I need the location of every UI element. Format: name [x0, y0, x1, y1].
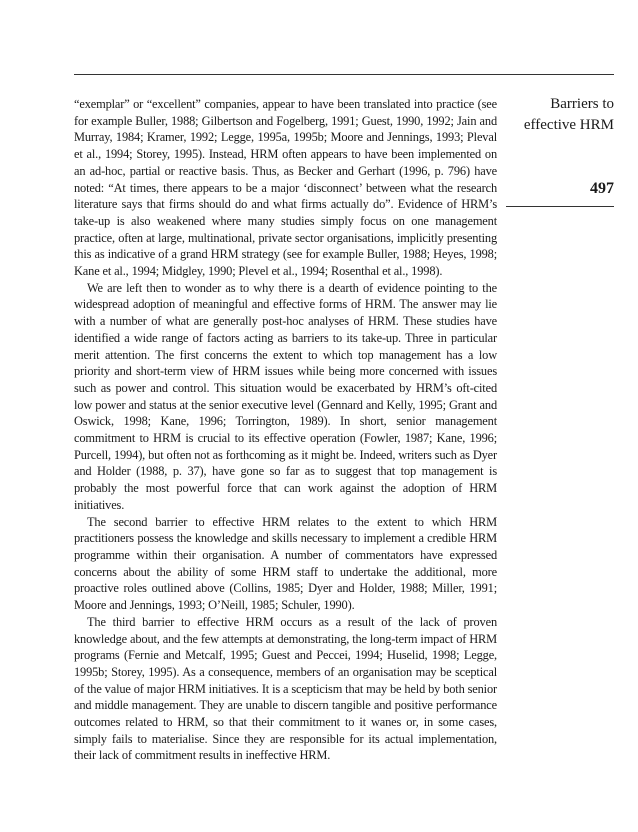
page-number: 497 [590, 180, 614, 197]
page-number-rule [506, 206, 614, 207]
paragraph-1: “exemplar” or “excellent” companies, appear to have been translated into practice (see for example Buller, 1988; Gilbertson and Fogelberg, 1991; Guest, 1990, 1992; Jain and Murray, 1984; Kramer, 1992; Legge, 1995a, 1995b; Moore and Jennings, 1993; Pleval et al., 1994; Storey, 1995). Instead, HRM often appears to have been implemented on an ad-hoc, partial or reactive basis. Thus, as Becker and Gerhart (1996, p. 796) have noted: “At times, there appears to be a major ‘disconnect’ between what the research literature says that firms should do and what firms actually do”. Evidence of HRM’s take-up is also weakened where many studies simply focus on one management practice, often at large, multinational, private sector organisations, implicitly presenting this as indicative of a grand HRM strategy (see for example Buller, 1988; Heyes, 1998; Kane et al., 1994; Midgley, 1990; Plevel et al., 1994; Rosenthal et al., 1998). [74, 97, 497, 279]
running-head [506, 94, 614, 136]
paragraph-3: The second barrier to effective HRM relates to the extent to which HRM practitioners possess the knowledge and skills necessary to implement a credible HRM programme within their organisation. A number of commentators have expressed concerns about the ability of some HRM staff to undertake the additional, more proactive roles outlined above (Collins, 1985; Dyer and Holder, 1988; Miller, 1991; Moore and Jennings, 1993; O’Neill, 1985; Schuler, 1990). [74, 514, 497, 613]
running-head-line-1: Barriers to [550, 96, 614, 112]
header-rule [74, 74, 614, 75]
paragraph-4: The third barrier to effective HRM occurs as a result of the lack of proven knowledge about, and the few attempts at demonstrating, the long-term impact of HRM programs (Fernie and Metcalf, 1995; Guest and Peccei, 1994; Huselid, 1998; Legge, 1995b; Storey, 1995). As a consequence, members of an organisation may be sceptical of the value of major HRM initiatives. It is a scepticism that may be held by both senior and middle management. They are unable to discern tangible and positive performance outcomes related to HRM, so that their commitment to it wanes or, in some cases, simply fails to materialise. Since they are responsible for its actual implementation, their lack of commitment results in ineffective HRM. [74, 614, 497, 763]
paragraph-2: We are left then to wonder as to why there is a dearth of evidence pointing to the widespread adoption of meaningful and effective forms of HRM. The answer may lie with a number of what are generally post-hoc analyses of HRM. These studies have identified a wide range of factors acting as barriers to its take-up. Three in particular merit attention. The first concerns the extent to which top management has a low priority and short-term view of HRM issues while being more concerned with issues such as power and control. This situation would be exacerbated by HRM’s oft-cited low power and status at the senior executive level (Gennard and Kelly, 1995; Grant and Oswick, 1998; Kane, 1996; Torrington, 1989). In short, senior management commitment to HRM is crucial to its effective operation (Fowler, 1987; Kane, 1996; Purcell, 1994), but often not as forthcoming as it might be. Indeed, writers such as Dyer and Holder (1988, p. 37), have gone so far as to suggest that top management is probably the most powerful force that can work against the adoption of HRM initiatives. [74, 280, 497, 512]
running-head-line-2: effective HRM [523, 117, 614, 133]
body-text [74, 96, 497, 764]
